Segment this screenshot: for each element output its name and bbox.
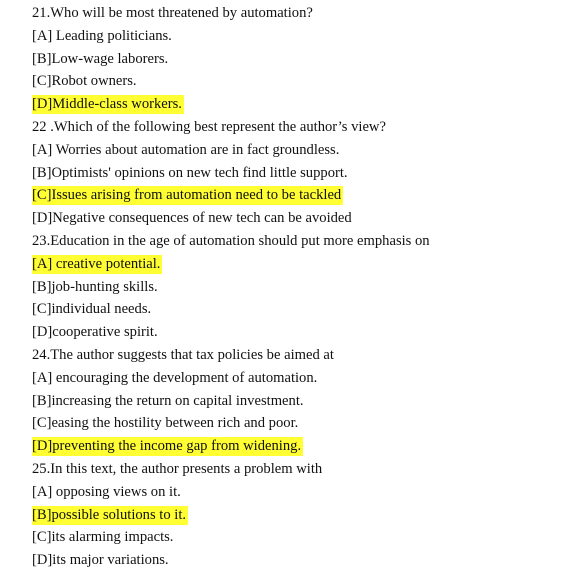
- option-text: [D]Negative consequences of new tech can be avoided: [32, 210, 352, 227]
- answer-option-highlighted: [32, 253, 570, 276]
- answer-option-highlighted: [32, 504, 570, 527]
- question-stem: [32, 230, 570, 253]
- quiz-document: [32, 2, 570, 572]
- question-stem-text: 24.The author suggests that tax policies be aimed at: [32, 346, 334, 363]
- answer-option: [32, 48, 570, 71]
- answer-option-highlighted: [32, 435, 570, 458]
- question-stem-text: 25.In this text, the author presents a problem with: [32, 460, 323, 477]
- highlighted-option-text: [D]Middle-class workers.: [32, 96, 182, 113]
- question-stem-text: 23.Education in the age of automation should put more emphasis on: [32, 232, 430, 249]
- highlighted-option-text: [A] creative potential.: [32, 255, 161, 272]
- answer-option: [32, 549, 570, 572]
- option-text: [C]Robot owners.: [32, 73, 137, 90]
- option-text: [D]its major variations.: [32, 552, 169, 569]
- option-text: [C]easing the hostility between rich and poor.: [32, 415, 299, 432]
- answer-option: [32, 412, 570, 435]
- answer-option: [32, 481, 570, 504]
- option-text: [B]Optimists' opinions on new tech find little support.: [32, 164, 348, 181]
- answer-option: [32, 25, 570, 48]
- question-stem: [32, 458, 570, 481]
- answer-option: [32, 162, 570, 185]
- answer-option: [32, 321, 570, 344]
- answer-option: [32, 207, 570, 230]
- answer-option: [32, 367, 570, 390]
- question-stem-text: 22 .Which of the following best represent the author’s view?: [32, 118, 386, 135]
- option-text: [C]individual needs.: [32, 301, 152, 318]
- option-text: [A] Leading politicians.: [32, 27, 172, 44]
- highlighted-option-text: [D]preventing the income gap from widening.: [32, 438, 302, 455]
- question-stem: [32, 2, 570, 25]
- answer-option: [32, 70, 570, 93]
- question-stem: [32, 344, 570, 367]
- option-text: [D]cooperative spirit.: [32, 324, 158, 341]
- option-text: [B]increasing the return on capital investment.: [32, 392, 304, 409]
- option-text: [B]Low-wage laborers.: [32, 50, 169, 67]
- question-stem: [32, 116, 570, 139]
- highlighted-option-text: [C]Issues arising from automation need to be tackled: [32, 187, 342, 204]
- highlighted-option-text: [B]possible solutions to it.: [32, 506, 187, 523]
- option-text: [A] encouraging the development of automation.: [32, 369, 318, 386]
- answer-option-highlighted: [32, 93, 570, 116]
- answer-option: [32, 298, 570, 321]
- answer-option: [32, 526, 570, 549]
- answer-option: [32, 139, 570, 162]
- question-stem-text: 21.Who will be most threatened by automation?: [32, 5, 313, 21]
- option-text: [A] opposing views on it.: [32, 483, 181, 500]
- option-text: [B]job-hunting skills.: [32, 278, 158, 295]
- option-text: [C]its alarming impacts.: [32, 529, 174, 546]
- answer-option: [32, 276, 570, 299]
- option-text: [A] Worries about automation are in fact groundless.: [32, 141, 340, 158]
- answer-option: [32, 390, 570, 413]
- answer-option-highlighted: [32, 184, 570, 207]
